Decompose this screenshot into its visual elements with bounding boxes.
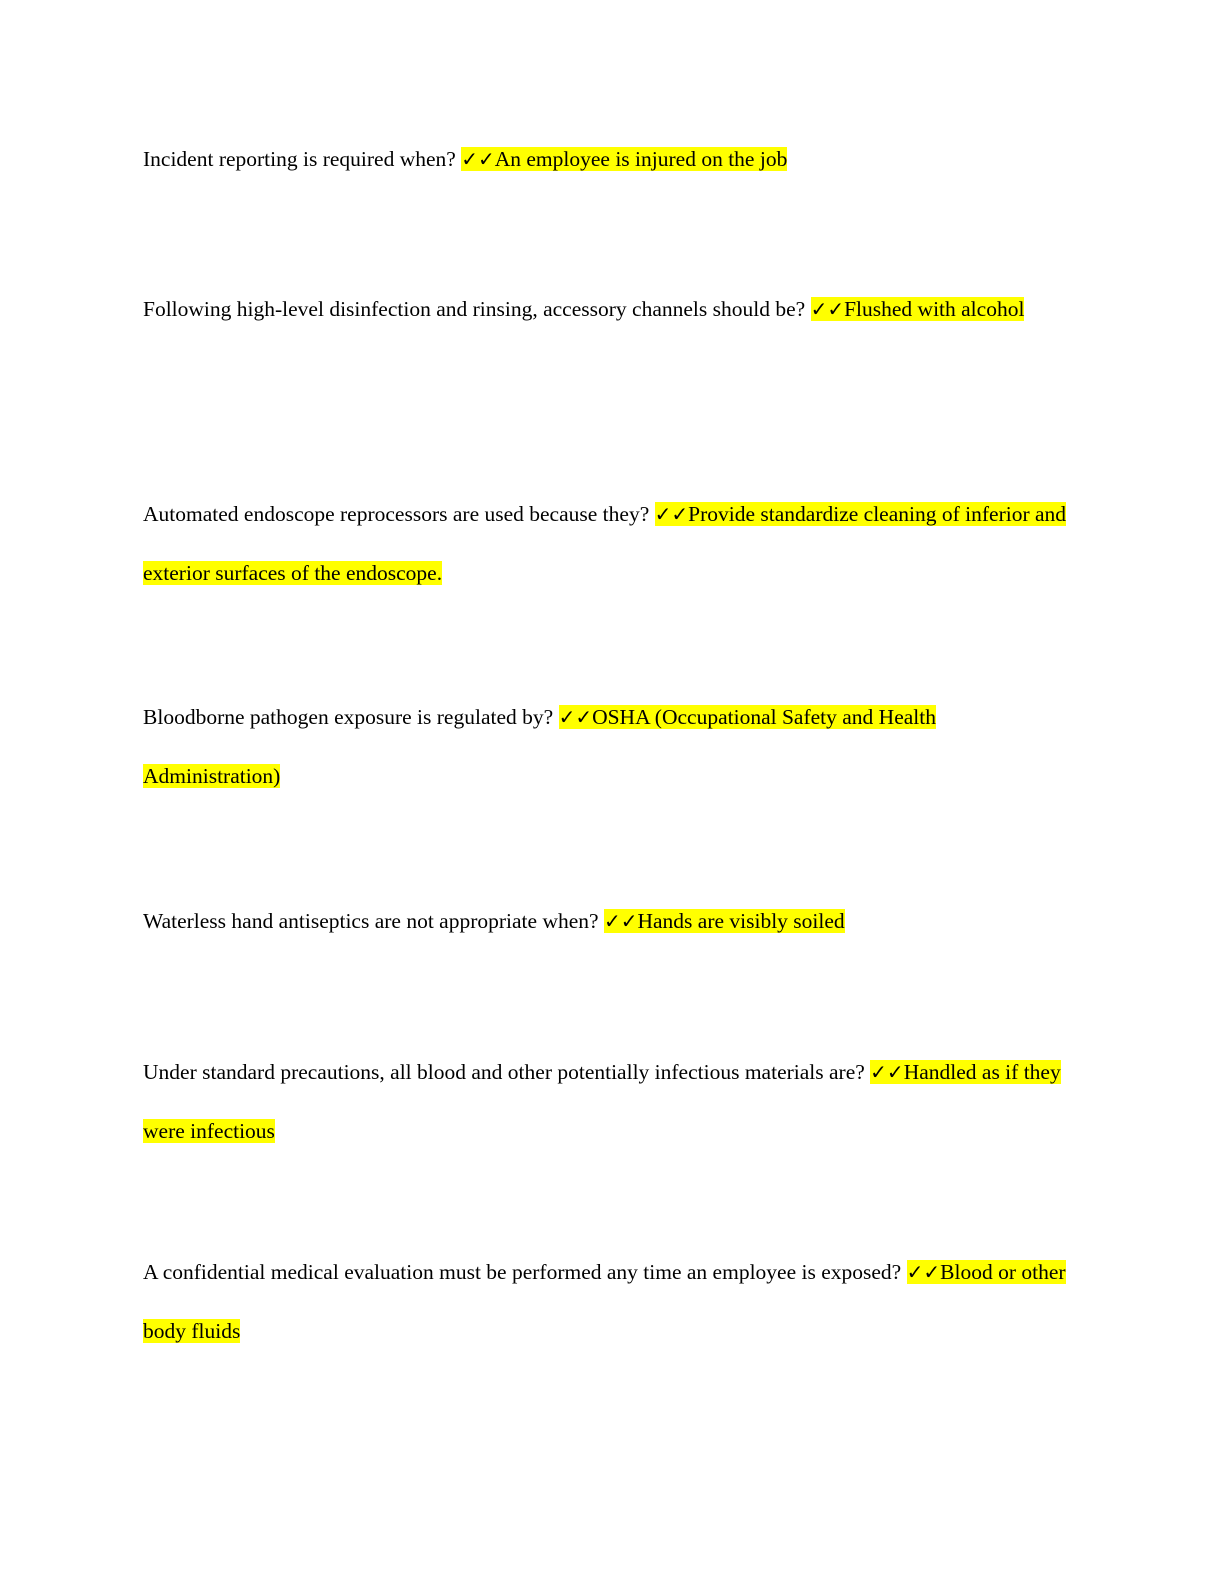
answer-text: Provide standardize cleaning of inferior and exterior surfaces of the endoscope.: [143, 502, 1067, 585]
question-text: Following high-level disinfection and rinsing, accessory channels should be?: [143, 297, 811, 321]
double-check-icon: ✓✓: [810, 297, 845, 321]
qa-item-1: [143, 130, 1073, 189]
question-text: A confidential medical evaluation must be performed any time an employee is exposed?: [143, 1260, 907, 1284]
question-text: Incident reporting is required when?: [143, 147, 462, 171]
qa-item-3: [143, 485, 1073, 603]
question-text: Bloodborne pathogen exposure is regulated by?: [143, 705, 559, 729]
qa-item-4: [143, 688, 1073, 806]
double-check-icon: ✓✓: [654, 502, 689, 526]
answer-text: Flushed with alcohol: [844, 297, 1025, 321]
qa-item-2: [143, 280, 1073, 339]
double-check-icon: ✓✓: [870, 1060, 904, 1084]
answer-highlight: [811, 297, 1025, 321]
answer-text: OSHA (Occupational Safety and Health Administration): [143, 705, 936, 788]
question-text: Waterless hand antiseptics are not appropriate when?: [143, 909, 604, 933]
question-text: Under standard precautions, all blood and other potentially infectious materials are?: [143, 1060, 871, 1084]
double-check-icon: ✓✓: [461, 147, 495, 171]
question-text: Automated endoscope reprocessors are used because they?: [143, 502, 655, 526]
answer-highlight: [461, 147, 787, 171]
answer-text: Handled as if they were infectious: [143, 1060, 1061, 1143]
double-check-icon: ✓✓: [603, 909, 638, 933]
qa-item-7: [143, 1243, 1073, 1361]
double-check-icon: ✓✓: [558, 705, 593, 729]
answer-text: Hands are visibly soiled: [637, 909, 845, 933]
answer-text: Blood or other body fluids: [143, 1260, 1066, 1343]
qa-item-5: [143, 892, 1073, 951]
answer-text: An employee is injured on the job: [494, 147, 788, 171]
answer-highlight: [604, 909, 845, 933]
double-check-icon: ✓✓: [906, 1260, 941, 1284]
qa-item-6: [143, 1043, 1073, 1161]
